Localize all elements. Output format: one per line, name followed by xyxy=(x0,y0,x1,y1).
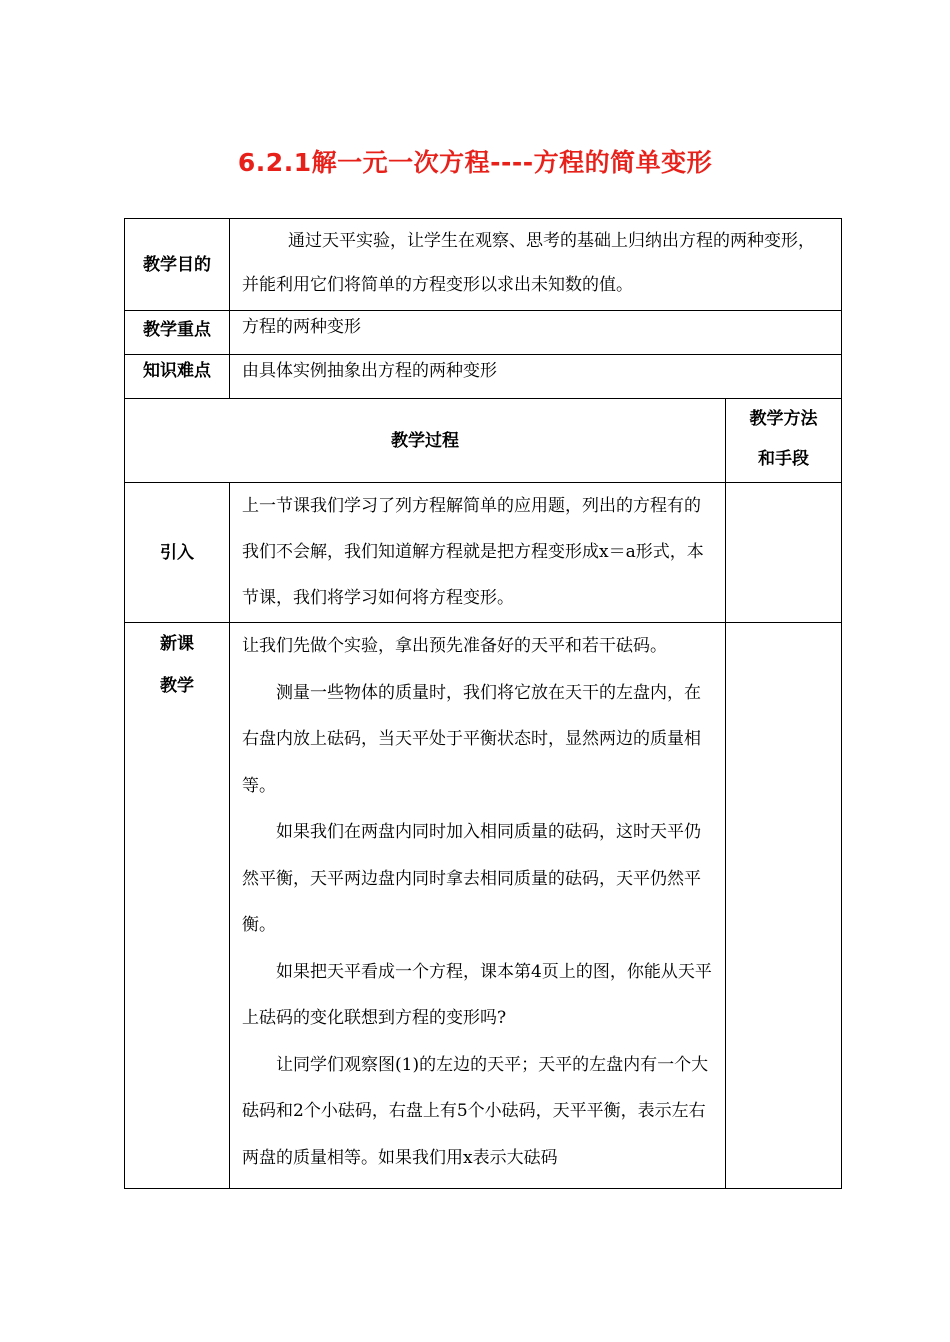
new-lesson-paragraph-1: 让我们先做个实验，拿出预先准备好的天平和若干砝码。 xyxy=(242,636,667,656)
difficulty-text: 由具体实例抽象出方程的两种变形 xyxy=(230,355,842,399)
row-process-header xyxy=(125,399,842,483)
new-lesson-label-line2: 教学 xyxy=(160,676,194,696)
purpose-label: 教学目的 xyxy=(125,219,230,311)
new-lesson-method-cell xyxy=(726,623,842,1189)
method-header xyxy=(726,399,842,483)
lesson-plan-table xyxy=(124,218,842,1189)
focus-text: 方程的两种变形 xyxy=(230,311,842,355)
row-difficulty xyxy=(125,355,842,399)
purpose-paragraph: 通过天平实验，让学生在观察、思考的基础上归纳出方程的两种变形，并能利用它们将简单的方程变形以求出未知数的值。 xyxy=(242,231,815,295)
new-lesson-text xyxy=(230,623,726,1189)
row-intro xyxy=(125,483,842,623)
focus-label: 教学重点 xyxy=(125,311,230,355)
intro-method-cell xyxy=(726,483,842,623)
method-header-line1: 教学方法 xyxy=(749,409,818,429)
intro-text: 上一节课我们学习了列方程解简单的应用题，列出的方程有的我们不会解，我们知道解方程就是把方程变形成x＝a形式，本节课，我们将学习如何将方程变形。 xyxy=(230,483,726,623)
row-focus xyxy=(125,311,842,355)
new-lesson-paragraph-5: 让同学们观察图(1)的左边的天平；天平的左盘内有一个大砝码和2个小砝码，右盘上有5个小砝码，天平平衡，表示左右两盘的质量相等。如果我们用x表示大砝码 xyxy=(242,1054,709,1168)
row-purpose xyxy=(125,219,842,311)
new-lesson-label-line1: 新课 xyxy=(160,634,194,654)
difficulty-label: 知识难点 xyxy=(125,355,230,399)
new-lesson-paragraph-3: 如果我们在两盘内同时加入相同质量的砝码，这时天平仍然平衡，天平两边盘内同时拿去相同质量的砝码，天平仍然平衡。 xyxy=(242,822,701,935)
new-lesson-label xyxy=(125,623,230,1189)
process-header-label: 教学过程 xyxy=(125,399,726,483)
purpose-text xyxy=(230,219,842,311)
intro-label: 引入 xyxy=(125,483,230,623)
method-header-line2: 和手段 xyxy=(758,449,809,469)
new-lesson-paragraph-4: 如果把天平看成一个方程，课本第4页上的图，你能从天平上砝码的变化联想到方程的变形吗? xyxy=(242,961,712,1028)
row-new-lesson xyxy=(125,623,842,1189)
new-lesson-paragraph-2: 测量一些物体的质量时，我们将它放在天干的左盘内，在右盘内放上砝码，当天平处于平衡状态时，显然两边的质量相等。 xyxy=(242,682,701,796)
page-title: 6.2.1解一元一次方程----方程的简单变形 xyxy=(237,148,713,177)
